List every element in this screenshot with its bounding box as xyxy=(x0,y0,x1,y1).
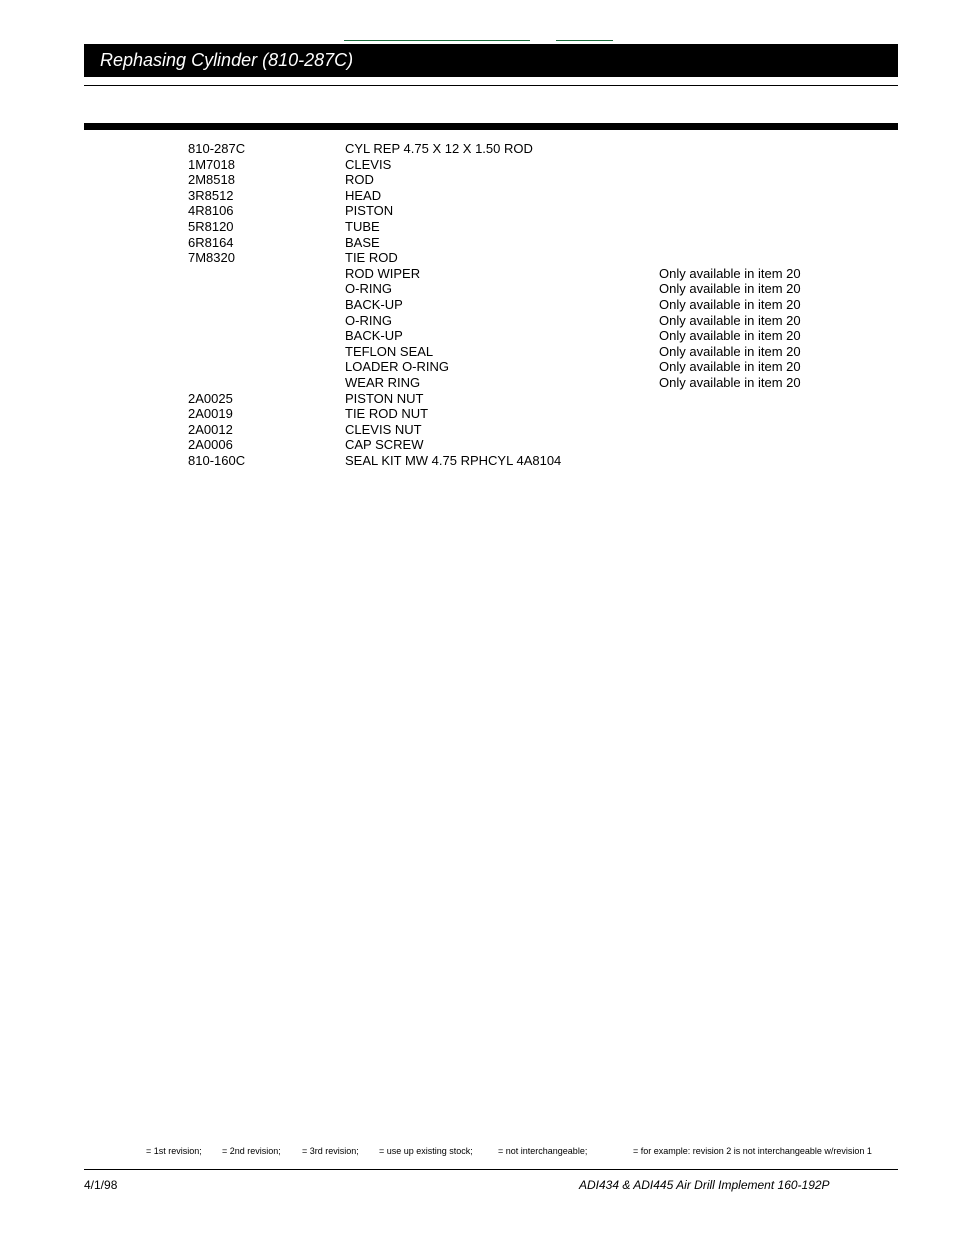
part-description: PISTON NUT xyxy=(345,390,424,406)
part-description: CLEVIS xyxy=(345,156,392,172)
footer-divider xyxy=(84,1169,898,1170)
part-description: PISTON xyxy=(345,203,394,219)
part-number: 2A0012 xyxy=(188,421,233,437)
part-note: Only available in item 20 xyxy=(659,343,801,359)
part-number: 810-160C xyxy=(188,452,246,468)
part-description: ROD WIPER xyxy=(345,265,421,281)
part-description: WEAR RING xyxy=(345,374,421,390)
part-number: 4R8106 xyxy=(188,203,234,219)
top-link-underline[interactable] xyxy=(344,40,530,41)
legend-item: = 3rd revision; xyxy=(302,1146,359,1156)
part-number: 6R8164 xyxy=(188,234,234,250)
legend-item: = 2nd revision; xyxy=(222,1146,281,1156)
part-number: 3R8512 xyxy=(188,187,234,203)
part-description: CYL REP 4.75 X 12 X 1.50 ROD xyxy=(345,141,533,156)
part-description: CAP SCREW xyxy=(345,437,424,453)
part-description: TUBE xyxy=(345,218,380,234)
part-note: Only available in item 20 xyxy=(659,328,801,344)
part-note: Only available in item 20 xyxy=(659,374,801,390)
part-number: 1M7018 xyxy=(188,156,235,172)
legend-item: = 1st revision; xyxy=(146,1146,202,1156)
part-description: LOADER O-RING xyxy=(345,359,450,375)
part-number: 810-287C xyxy=(188,141,246,156)
part-number: 2A0025 xyxy=(188,390,233,406)
footer-document-title: ADI434 & ADI445 Air Drill Implement 160-192P xyxy=(579,1178,830,1192)
part-description: TIE ROD NUT xyxy=(345,406,429,422)
part-number: 2A0019 xyxy=(188,406,233,422)
part-description: TIE ROD xyxy=(345,250,398,266)
divider xyxy=(84,85,898,86)
part-description: O-RING xyxy=(345,281,392,297)
page-title: Rephasing Cylinder (810-287C) xyxy=(100,50,354,70)
part-description: O-RING xyxy=(345,312,392,328)
part-number: 5R8120 xyxy=(188,218,234,234)
part-number: 7M8320 xyxy=(188,250,235,266)
part-note: Only available in item 20 xyxy=(659,359,801,375)
part-description: TEFLON SEAL xyxy=(345,343,434,359)
legend-item: = for example: revision 2 is not interchangeable w/revision 1 xyxy=(633,1146,872,1156)
part-description: CLEVIS NUT xyxy=(345,421,422,437)
part-description: BASE xyxy=(345,234,380,250)
part-number: 2M8518 xyxy=(188,172,235,188)
part-note: Only available in item 20 xyxy=(659,296,801,312)
legend-item: = not interchangeable; xyxy=(498,1146,588,1156)
part-note: Only available in item 20 xyxy=(659,312,801,328)
page-title-bar xyxy=(84,44,898,77)
part-description: ROD xyxy=(345,172,374,188)
top-link-underline[interactable] xyxy=(556,40,613,41)
part-note: Only available in item 20 xyxy=(659,265,801,281)
legend-item: = use up existing stock; xyxy=(379,1146,473,1156)
part-note: Only available in item 20 xyxy=(659,281,801,297)
part-description: BACK-UP xyxy=(345,328,403,344)
part-description: BACK-UP xyxy=(345,296,403,312)
thick-divider xyxy=(84,123,898,130)
part-description: HEAD xyxy=(345,187,382,203)
part-number: 2A0006 xyxy=(188,437,233,453)
footer-date: 4/1/98 xyxy=(84,1178,118,1192)
part-description: SEAL KIT MW 4.75 RPHCYL 4A8104 xyxy=(345,452,562,468)
